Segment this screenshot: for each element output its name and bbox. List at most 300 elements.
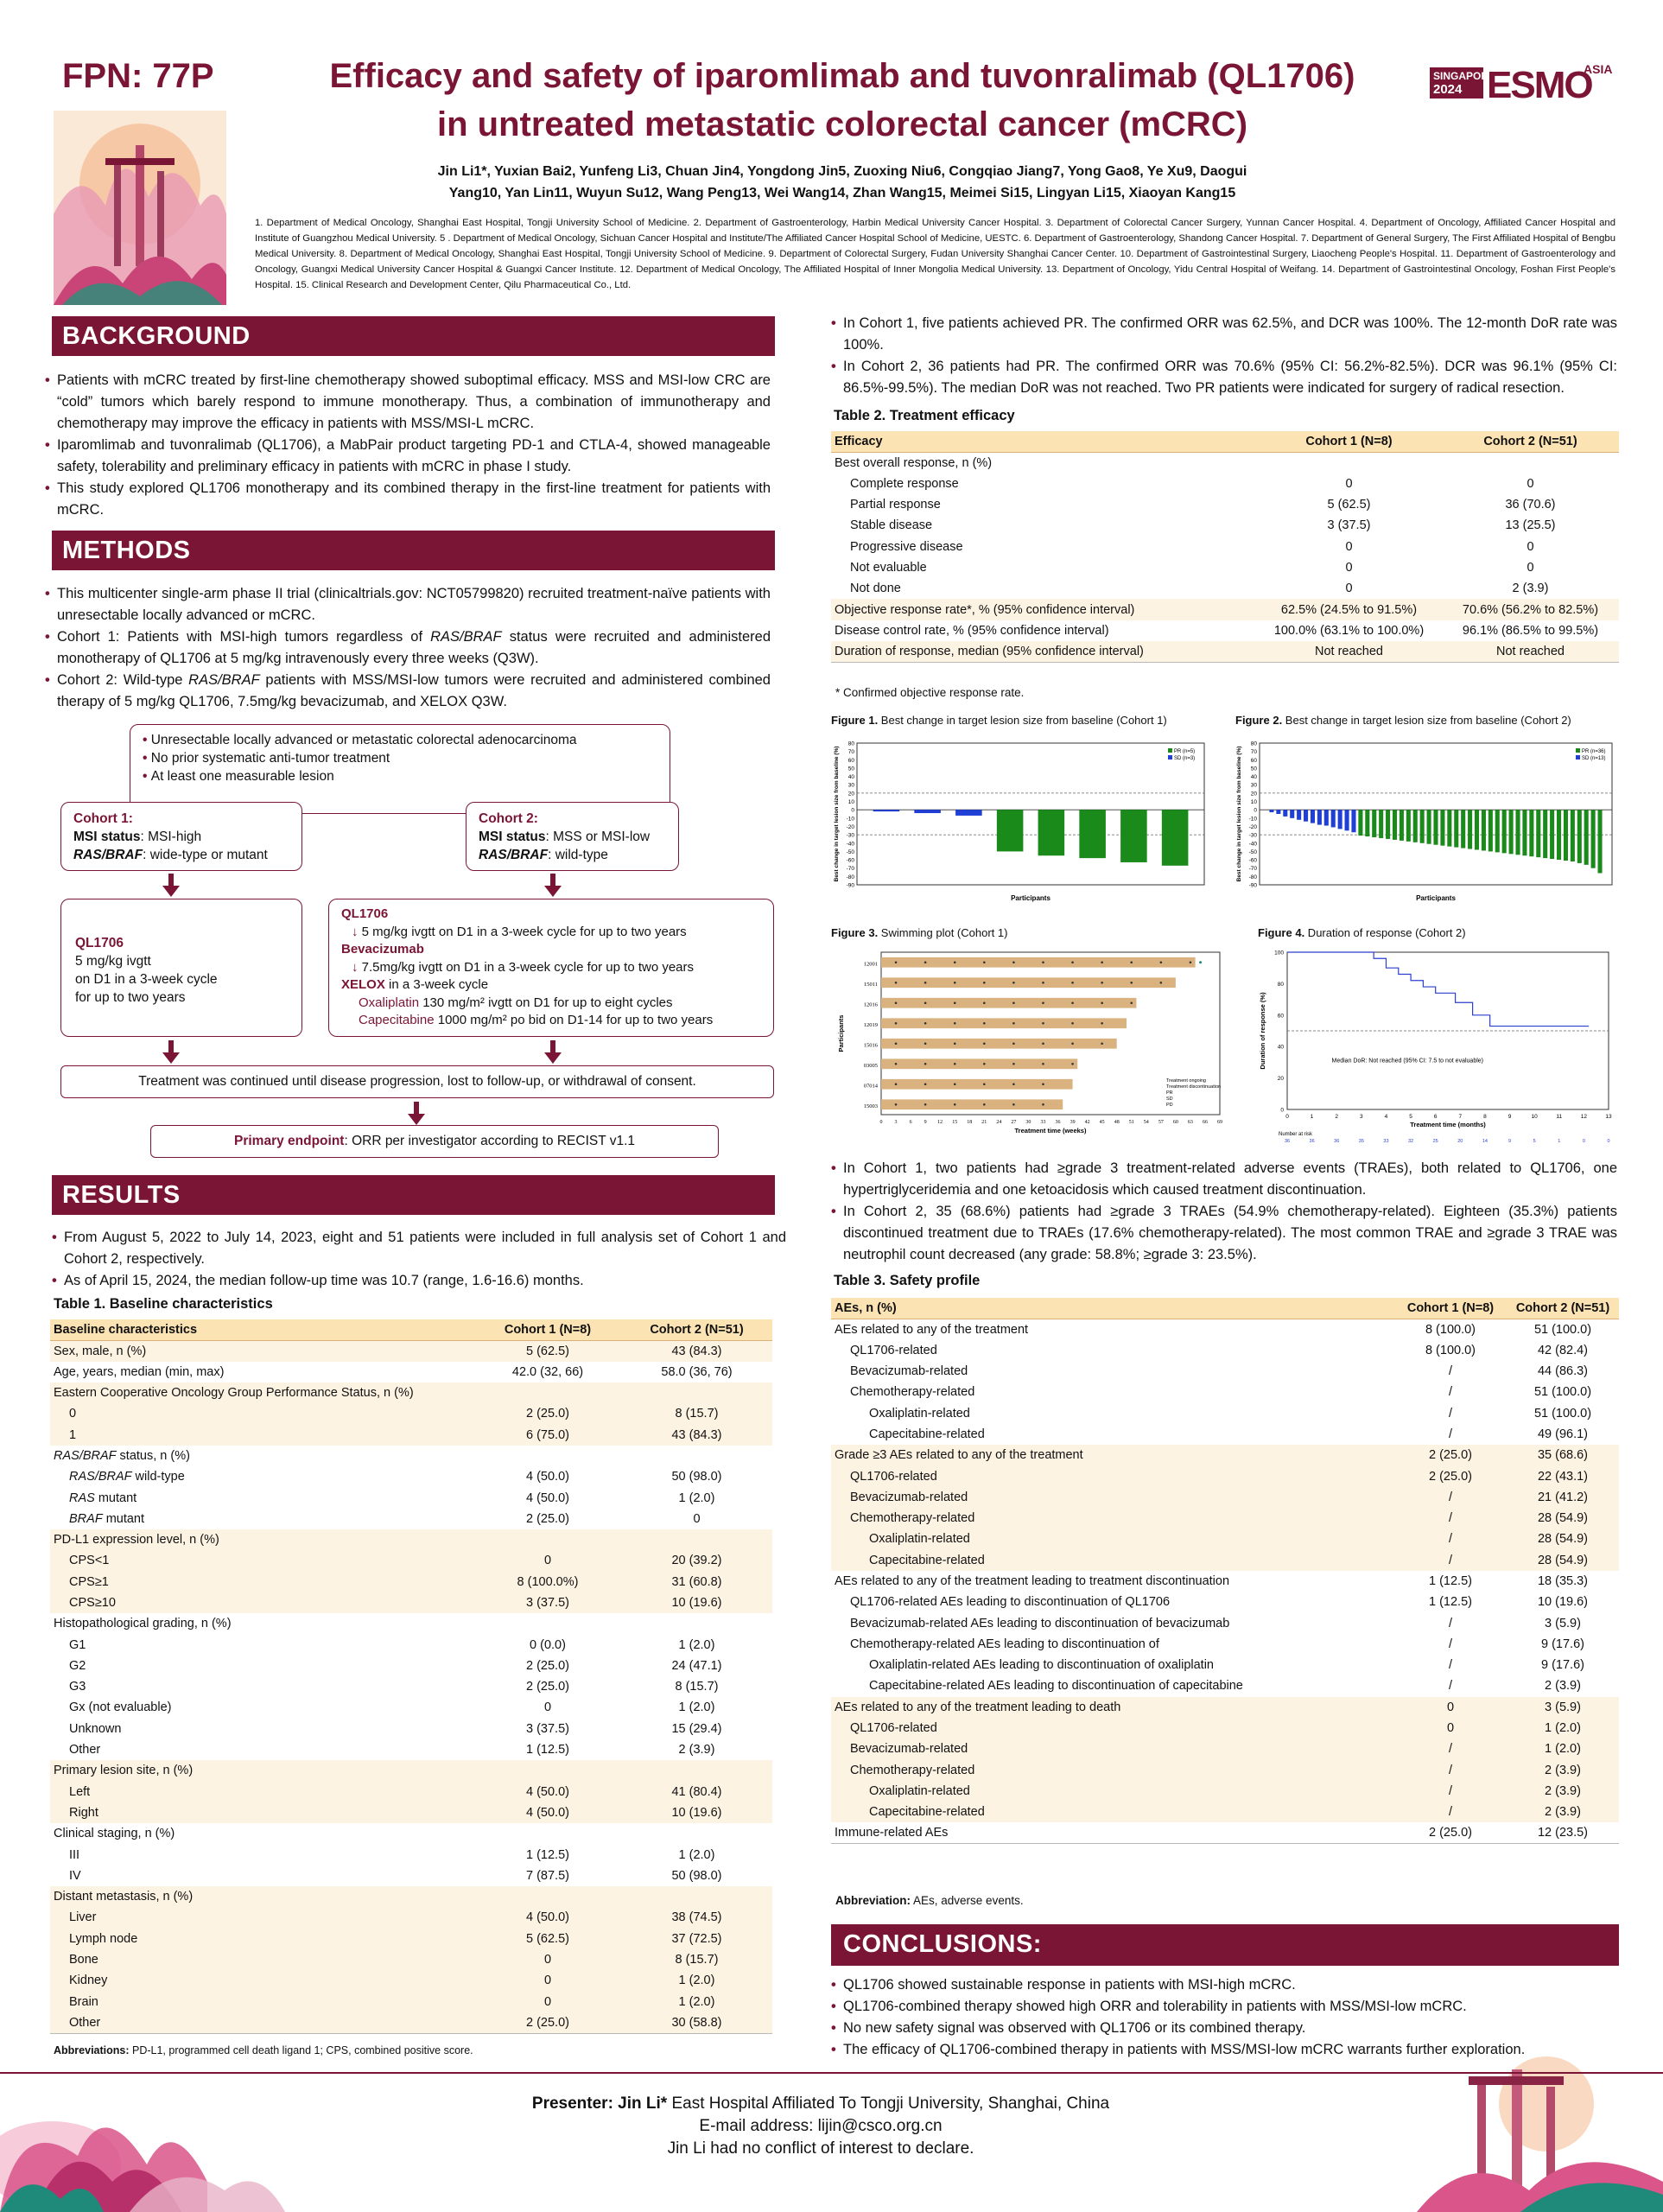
table-cell-value: 36 (70.6) [1505,498,1556,512]
y-tick-label: -10 [846,816,854,823]
table-cell-value: 0 [693,1511,701,1526]
y-tick-label: -20 [846,823,854,830]
waterfall-bar [1269,810,1273,812]
table-cell-value: 1 (12.5) [1429,1574,1472,1588]
y-tick-label: 70 [847,749,854,756]
table-row [50,1739,772,1760]
footer-rule [0,2072,1663,2074]
y-tick-label: 30 [1250,782,1257,789]
waterfall-bar [1276,810,1280,814]
table-cell-label: Stable disease [850,518,933,533]
x-tick-label: 69 [1217,1120,1222,1125]
swim-response-dot [1071,1022,1074,1025]
city-illustration-topleft [54,111,226,305]
swimming-plot-cohort1 [831,944,1228,1146]
table-cell-value: 0 [1345,560,1353,575]
x-tick-label: 24 [996,1120,1002,1125]
swim-response-dot [1012,961,1015,963]
y-tick-label: -30 [846,832,854,839]
swim-response-dot [1101,1022,1103,1025]
x-tick-label: 3 [894,1120,898,1125]
table-cell-value [621,1446,772,1466]
arrow-cohort2-down [544,886,562,897]
waterfall-bar [955,810,982,816]
waterfall-bar [1393,810,1397,840]
swim-response-dot [1012,1063,1015,1065]
table-cell-label: RAS/BRAF status, n (%) [54,1448,190,1463]
swim-response-dot [924,982,927,984]
table-cell-value: 21 (41.2) [1507,1487,1619,1508]
table-row [50,1782,772,1802]
table-cell-value: 2 (25.0) [1394,1445,1507,1465]
table-cell-value: 3 (5.9) [1545,1616,1581,1630]
table-header-cell: Cohort 1 (N=8) [1394,1298,1507,1319]
swim-response-dot [1130,982,1133,984]
x-tick-label: 51 [1128,1120,1134,1125]
table-cell-label: Capecitabine-related [831,1802,1394,1822]
swim-bar [881,957,1196,968]
y-tick-label: 80 [1277,981,1284,988]
swim-bar [881,1018,1127,1028]
swim-response-dot [924,1001,927,1004]
table-cell-value: 0 [1345,539,1353,554]
table-cell-value: 1 (2.0) [678,1847,715,1862]
table-cell-value [474,1760,621,1781]
swim-response-dot [924,1103,927,1106]
table-row [50,1509,772,1529]
table3-abbreviation: Abbreviation: AEs, adverse events. [835,1894,1024,1907]
table-cell-value: 4 (50.0) [526,1491,569,1505]
efficacy-bullet-1: • In Cohort 1, five patients achieved PR. The confirmed ORR was 62.5%, and DCR was 100%. The 12-month DoR rate was 100%. [831,313,1617,356]
table-cell-value: 2 (25.0) [526,1680,569,1694]
table-row [831,1592,1619,1612]
table-cell-label: Immune-related AEs [831,1822,1394,1843]
table-cell-value: 43 (84.3) [621,1340,772,1361]
city-illustration-bottomright [1417,2052,1663,2212]
y-tick-label: -40 [1248,841,1257,848]
table-row [50,1844,772,1865]
table-cell-value [474,1529,621,1550]
table-row [50,1970,772,1991]
table-cell-value: 0 [1527,476,1534,491]
results-bullet-1: • From August 5, 2022 to July 14, 2023, eight and 51 patients were included in full analysis set of Cohort 1 and Cohort 2, respectively. [52,1227,786,1270]
table-cell-label: 0 [50,1403,474,1424]
background-bullet-1: • Patients with mCRC treated by first-line chemotherapy showed suboptimal efficacy. MSS and MSI-low CRC are “cold” tumors which barely respond to immune monotherapy. Thus, a combination of immunotherapy and chemotherapy may improve the efficacy in patients with MSS/MSI-L mCRC. [45,370,771,435]
table-cell-value: 6 (75.0) [474,1424,621,1445]
table-cell-label: Right [50,1802,474,1823]
swim-participant-label: 12001 [863,961,878,968]
table-cell-value: 37 (72.5) [621,1929,772,1949]
swim-response-dot [924,1063,927,1065]
waterfall-bar [1379,810,1383,838]
waterfall-bar [1413,810,1418,842]
table-cell-label: Chemotherapy-related [850,1385,975,1400]
table-cell-value: 2 (25.0) [474,1403,621,1424]
table-cell-value: 51 (100.0) [1533,1385,1592,1400]
table-cell-value: 0 [1394,1718,1507,1738]
table-cell-value: 28 (54.9) [1507,1550,1619,1571]
table-header-cell: Cohort 2 (N=51) [1507,1298,1619,1319]
table-cell-value: / [1394,1760,1507,1781]
x-tick-label: 36 [1055,1120,1061,1125]
continuation-box [60,1065,774,1098]
cohort2-ras: RAS/BRAF: wild-type [479,848,608,862]
table-cell-value: 8 (100.0) [1425,1322,1476,1337]
table1-title: Table 1. Baseline characteristics [54,1296,273,1312]
waterfall-bar [1529,810,1533,856]
table-row [831,1697,1619,1718]
swim-response-dot [1130,961,1133,963]
table-cell-label: Duration of response, median (95% confidence interval) [831,641,1256,662]
waterfall-bar [1522,810,1527,855]
x-axis-label: Participants [1416,894,1456,902]
swim-response-dot [895,1022,898,1025]
background-heading: BACKGROUND [52,316,775,356]
y-tick-label: -70 [1248,866,1257,873]
x-tick-label: 8 [1483,1114,1487,1120]
x-tick-label: 45 [1099,1120,1105,1125]
legend-swatch [1576,755,1580,760]
waterfall-bar [1502,810,1507,853]
table-row [50,1907,772,1928]
waterfall-bar [1598,810,1603,873]
swim-response-dot [1042,1063,1044,1065]
table-cell-value [621,1823,772,1844]
table-row [50,1446,772,1466]
results-heading: RESULTS [52,1175,775,1215]
x-tick-label: 15 [952,1120,958,1125]
table-row [50,1992,772,2012]
table-cell-value: 70.6% (56.2% to 82.5%) [1442,599,1619,620]
table-cell-value [474,1613,621,1634]
y-tick-label: 80 [847,741,854,747]
table-cell-value: 43 (84.3) [621,1424,772,1445]
x-tick-label: 9 [924,1120,927,1125]
table-cell-value: 10 (19.6) [1537,1595,1589,1610]
table-cell-value: 38 (74.5) [621,1907,772,1928]
table-row [50,1362,772,1382]
table-cell-value: / [1448,1679,1453,1694]
table-cell-value: 3 (37.5) [474,1592,621,1613]
table-cell-value: 4 (50.0) [474,1907,621,1928]
table-cell-value: 0 [1345,476,1353,491]
table-header-cell: Efficacy [831,431,1256,452]
table-cell-label: Oxaliplatin-related AEs leading to discontinuation of oxaliplatin [869,1658,1214,1673]
methods-bullet-1: • This multicenter single-arm phase II trial (clinicaltrials.gov: NCT05799820) recruited treatment-naïve patients with unresectable locally advanced or mCRC. [45,583,771,626]
swim-response-dot [983,1083,986,1085]
x-tick-label: 54 [1143,1120,1149,1125]
table-cell-value: 1 (2.0) [678,1637,715,1652]
swim-response-dot [983,1063,986,1065]
legend-label: PR [1166,1090,1173,1096]
swim-response-dot [1071,1001,1074,1004]
c2-oxaliplatin: Oxaliplatin 130 mg/m² ivgtt on D1 for up to eight cycles [359,995,673,1010]
waterfall-bar [1468,810,1472,849]
table-cell-value: 2 (25.0) [526,1658,569,1673]
legend-label: SD (n=3) [1174,756,1196,761]
waterfall-bar [914,810,941,813]
waterfall-bar [1358,810,1362,836]
y-tick-label: 100 [1274,950,1284,957]
table-row [831,1760,1619,1781]
table-row [50,1929,772,1949]
number-at-risk-value: 9 [1508,1139,1512,1144]
swim-response-dot [983,961,986,963]
swim-response-dot [1071,961,1074,963]
table-header-cell: Cohort 1 (N=8) [1256,431,1442,452]
number-at-risk-value: 36 [1309,1139,1315,1144]
dor-median-note: Median DoR: Not reached (95% CI: 7.5 to not evaluable) [1331,1058,1484,1065]
cohort1-treatment-box [60,899,302,1037]
table-header-row [831,431,1619,452]
eligibility-item-1: • Unresectable locally advanced or metastatic colorectal adenocarcinoma [143,733,577,747]
table-cell-value [1442,452,1619,473]
table-cell-label: Other [69,1743,101,1758]
swim-response-dot [1160,982,1163,984]
swim-bar [881,1058,1077,1069]
table-cell-value: 42 (82.4) [1537,1343,1589,1357]
table-cell-label: Age, years, median (min, max) [54,1364,225,1379]
flower-illustration-bottomleft [0,2061,320,2212]
y-tick-label: 30 [847,782,854,789]
waterfall-bar [1461,810,1465,848]
table-row [50,1719,772,1739]
table-cell-value: 24 (47.1) [671,1658,722,1673]
conclusion-2: • QL1706-combined therapy showed high ORR and tolerability in patients with MSS/MSI-low mCRC. [831,1996,1619,2018]
fig3-caption: Figure 3. Swimming plot (Cohort 1) [831,926,1008,939]
waterfall-chart-cohort1 [831,731,1211,911]
table-cell-value: 2 (25.0) [1394,1465,1507,1486]
methods-bullets [45,583,771,713]
authors-line2: Yang10, Yan Lin11, Wuyun Su12, Wang Peng13, Wei Wang14, Zhan Wang15, Meimei Si15, Lingyan Li15, Xiaoyan Kang15 [448,186,1236,200]
table-row [831,1802,1619,1822]
waterfall-bar [1550,810,1554,859]
y-tick-label: -20 [1248,823,1257,830]
swim-response-dot [1042,961,1044,963]
x-axis-label: Treatment time (months) [1410,1121,1486,1128]
table-cell-value: 22 (43.1) [1507,1465,1619,1486]
table-row [831,1465,1619,1486]
table-header-cell: Baseline characteristics [50,1319,474,1340]
table-row [831,1550,1619,1571]
arrow-cohort1-down [162,886,180,897]
cohort1-ras: RAS/BRAF: wide-type or mutant [73,848,268,862]
swim-response-dot [1012,1042,1015,1045]
x-tick-label: 6 [1433,1114,1438,1120]
table-cell-label: PD-L1 expression level, n (%) [50,1529,474,1550]
table-cell-value: 9 (17.6) [1541,1658,1584,1673]
table-cell-label: QL1706-related [850,1343,937,1357]
swim-participant-label: 15003 [863,1103,878,1110]
x-tick-label: 12 [1580,1114,1588,1120]
waterfall-bar [1317,810,1322,824]
c1-drug: QL1706 [75,936,124,950]
table-cell-label: 1 [50,1424,474,1445]
c1-dose-1: 5 mg/kg ivgtt [75,954,151,969]
table-cell-value: 10 (19.6) [621,1802,772,1823]
table-cell-label: Oxaliplatin-related [831,1781,1394,1802]
eligibility-item-3: • At least one measurable lesion [143,769,334,784]
x-tick-label: 42 [1084,1120,1090,1125]
table-row [831,1402,1619,1423]
c1-dose-2: on D1 in a 3-week cycle [75,972,218,987]
table-cell-label: Complete response [850,476,959,491]
table-cell-label: Oxaliplatin-related [869,1406,970,1421]
table-cell-label: AEs related to any of the treatment leading to treatment discontinuation [835,1574,1230,1588]
waterfall-bar [1311,810,1315,823]
table-cell-label: Not evaluable [850,560,927,575]
efficacy-table [831,431,1619,663]
table-row [50,1550,772,1571]
table3-title: Table 3. Safety profile [834,1273,981,1288]
x-tick-label: 57 [1158,1120,1164,1125]
swim-participant-label: 15016 [863,1042,878,1049]
swim-response-dot [1190,961,1192,963]
table-cell-value: 1 (12.5) [526,1743,569,1758]
table-cell-value: 1 (12.5) [526,1847,569,1862]
cohort1-box [60,802,302,871]
table-row [831,536,1619,556]
swim-response-dot [983,1103,986,1106]
table-row [831,452,1619,473]
swim-response-dot [924,1042,927,1045]
table-cell-value: 0 [1527,560,1534,575]
waterfall-bar [873,810,900,811]
table-row [831,1361,1619,1382]
congress-region: ASIA [1584,62,1613,76]
waterfall-bar [1536,810,1540,857]
background-bullet-3: • This study explored QL1706 monotherapy and its combined therapy in the first-line treatment for patients with mCRC. [45,478,771,521]
y-tick-label: -30 [1248,832,1257,839]
waterfall-bar [1482,810,1486,850]
swim-response-dot [983,1042,986,1045]
safety-bullet-1: • In Cohort 1, two patients had ≥grade 3 treatment-related adverse events (TRAEs), both related to QL1706, one hypertriglyceridemia and one ketoacidosis which caused treatment discontinuation. [831,1158,1617,1201]
x-tick-label: 13 [1605,1114,1612,1120]
table-cell-label: Disease control rate, % (95% confidence interval) [835,623,1109,638]
table-cell-label: QL1706-related [831,1465,1394,1486]
table-header-cell: Cohort 1 (N=8) [474,1319,621,1340]
y-axis-label: Best change in target lesion size from baseline (%) [1236,746,1242,882]
poster-code: FPN: 77P [62,57,214,95]
table-row [50,1487,772,1508]
swim-response-dot [954,1063,956,1065]
table-cell-label: Histopathological grading, n (%) [54,1617,232,1631]
c2-drug-1: QL1706 [341,906,389,921]
y-axis-label: Best change in target lesion size from baseline (%) [834,746,840,882]
table-cell-value: / [1394,1487,1507,1508]
plot-frame [857,743,1204,885]
y-tick-label: -70 [846,866,854,873]
table-row [831,1781,1619,1802]
number-at-risk-value: 20 [1457,1139,1463,1144]
table-cell-label: CPS≥1 [50,1572,474,1592]
y-tick-label: 0 [1254,807,1257,814]
number-at-risk-value: 14 [1482,1139,1488,1144]
table-cell-label: RAS/BRAF wild-type [69,1470,185,1484]
table-cell-label: Eastern Cooperative Oncology Group Performance Status, n (%) [50,1382,474,1403]
table-row [50,1403,772,1424]
table-cell-value [621,1760,772,1781]
swim-participant-label: 03005 [863,1063,878,1070]
y-tick-label: -90 [846,882,854,889]
waterfall-bar [1509,810,1514,854]
fig1-caption: Figure 1. Best change in target lesion size from baseline (Cohort 1) [831,714,1167,727]
table-cell-value: 8 (100.0) [1425,1343,1476,1357]
y-tick-label: 60 [1250,757,1257,764]
methods-bullet-3: • Cohort 2: Wild-type RAS/BRAF patients with MSS/MSI-low tumors were recruited and administered combined therapy of 5 mg/kg QL1706, 7.5mg/kg bevacizumab, and XELOX Q3W. [45,670,771,713]
y-tick-label: 40 [847,774,854,781]
table-cell-label: Not done [850,582,901,596]
table-cell-label: Bevacizumab-related [850,1364,968,1379]
table-row [50,2012,772,2033]
table-cell-value: 42.0 (32, 66) [511,1364,584,1379]
number-at-risk-value: 36 [1334,1139,1340,1144]
swim-response-dot [1042,1042,1044,1045]
swim-participant-label: 12019 [863,1022,878,1029]
waterfall-chart-cohort2 [1234,731,1619,911]
presenter-email: E-mail address: lijin@csco.org.cn [699,2117,943,2135]
table-cell-label: Lymph node [50,1929,474,1949]
swim-response-dot [895,1083,898,1085]
swim-response-dot [1012,1001,1015,1004]
methods-bullet-2: • Cohort 1: Patients with MSI-high tumors regardless of RAS/BRAF status were recruited and administered monotherapy of QL1706 at 5 mg/kg intravenously every three weeks (Q3W). [45,626,771,670]
table-row [50,1572,772,1592]
table-cell-value: 4 (50.0) [474,1802,621,1823]
swim-response-dot [1012,1022,1015,1025]
table-cell-value: 2 (3.9) [1507,1802,1619,1822]
conflict-of-interest: Jin Li had no conflict of interest to declare. [667,2139,974,2158]
table-cell-value: 18 (35.3) [1537,1574,1589,1588]
waterfall-bar [1331,810,1336,827]
table-row [50,1676,772,1697]
table-cell-label: AEs related to any of the treatment leading to death [831,1697,1394,1718]
swim-response-dot [1101,961,1103,963]
swim-response-dot [954,1001,956,1004]
number-at-risk-value: 33 [1383,1139,1389,1144]
table-cell-label: Unknown [69,1721,122,1736]
table-cell-label: Capecitabine-related [869,1427,985,1441]
swim-response-dot [954,982,956,984]
number-at-risk-value: 5 [1533,1139,1536,1144]
fig4-caption: Figure 4. Duration of response (Cohort 2) [1258,926,1466,939]
legend-label: PD [1166,1103,1173,1108]
swim-response-dot [1042,1022,1044,1025]
swim-response-dot [954,1103,956,1106]
table-row [831,1424,1619,1445]
table-row [831,515,1619,536]
y-tick-label: 70 [1250,749,1257,756]
table-cell-value: / [1394,1738,1507,1759]
y-axis-label: Duration of response (%) [1259,992,1266,1070]
swim-response-dot [895,982,898,984]
table-cell-label: IV [69,1868,81,1883]
table-cell-value: 28 (54.9) [1507,1529,1619,1549]
swim-response-dot [1012,1083,1015,1085]
arrow-endpoint-down [408,1114,425,1125]
table-row [50,1466,772,1487]
swim-participant-label: 15011 [863,982,878,988]
efficacy-bullet-2: • In Cohort 2, 36 patients had PR. The confirmed ORR was 70.6% (95% CI: 56.2%-82.5%). DCR was 96.1% (95% CI: 86.5%-99.5%). The median DoR was not reached. Two PR patients were indicated for surgery of radical resection. [831,356,1617,399]
table-row [831,1571,1619,1592]
table-cell-value: 2 (25.0) [474,2012,621,2033]
table-cell-value: 49 (96.1) [1537,1427,1589,1441]
table-cell-label: Chemotherapy-related [831,1760,1394,1781]
y-tick-label: 20 [1250,791,1257,798]
c1-dose-3: for up to two years [75,990,186,1005]
table-cell-value: / [1448,1364,1453,1379]
legend-label: Treatment discontinuation [1166,1084,1222,1090]
legend-swatch [1168,755,1172,760]
